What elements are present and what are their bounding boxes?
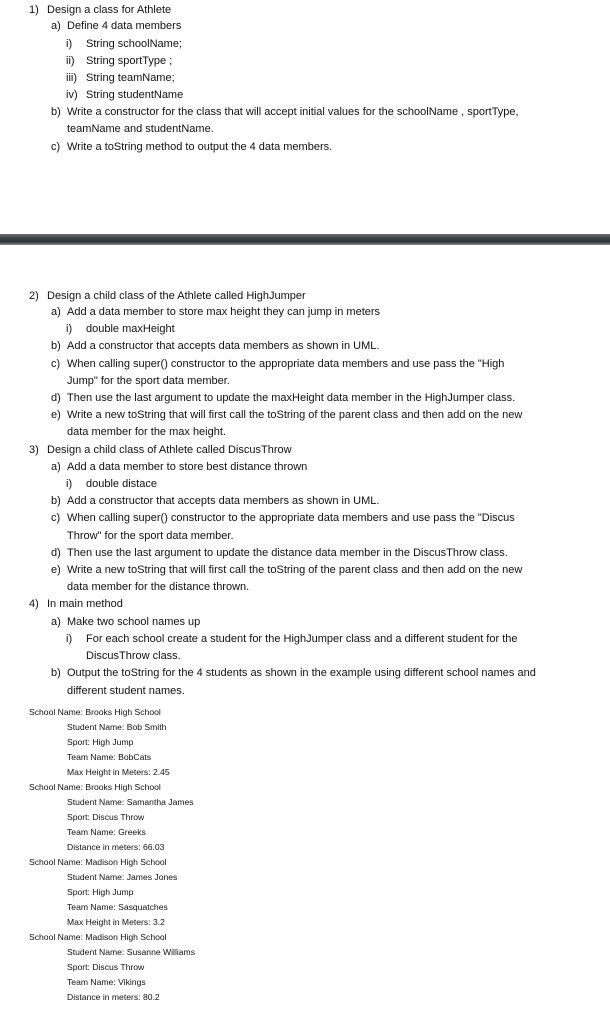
- output-extra: Max Height in Meters: 2.45: [67, 767, 170, 777]
- output-sport: Sport: Discus Throw: [67, 962, 145, 972]
- section-2-item-c: c) When calling super() constructor to the appropriate data members and use pass the "High: [51, 358, 505, 370]
- section-3-item-d: d) Then use the last argument to update the distance data member in the DiscusThrow class.: [51, 547, 508, 559]
- section-3-item-e-cont: data member for the distance thrown.: [67, 581, 250, 593]
- section-4-item-b: b) Output the toString for the 4 students as shown in the example using different school names and: [51, 667, 536, 679]
- section-2-item-d: d) Then use the last argument to update the maxHeight data member in the HighJumper class.: [51, 392, 516, 404]
- output-school-name: School Name: Madison High School: [29, 857, 167, 867]
- section-1-item-b-cont: teamName and studentName.: [67, 123, 214, 135]
- output-student-name: Student Name: Bob Smith: [67, 722, 167, 732]
- section-4-item-b-cont: different student names.: [67, 685, 185, 697]
- output-extra: Distance in meters: 66.03: [67, 842, 165, 852]
- section-3-item-a: a) Add a data member to store best distance thrown: [51, 461, 308, 473]
- section-2-item-a-i: i) double maxHeight: [66, 323, 175, 335]
- section-2-item-e: e) Write a new toString that will first call the toString of the parent class and then add on the new: [51, 409, 523, 421]
- output-student-name: Student Name: Samantha James: [67, 797, 194, 807]
- output-school-name: School Name: Brooks High School: [29, 707, 161, 717]
- output-student-name: Student Name: Susanne Williams: [67, 947, 196, 957]
- section-3-item-a-i: i) double distace: [66, 478, 157, 490]
- member-item-4: iv) String studentName: [66, 89, 184, 101]
- member-item-1: i) String schoolName;: [66, 38, 182, 50]
- output-team-name: Team Name: Sasquatches: [67, 902, 168, 912]
- section-4-item-a-i: i) For each school create a student for the HighJumper class and a different student for the: [66, 633, 518, 645]
- section-4-item-a: a) Make two school names up: [51, 616, 201, 628]
- section-3-item-c: c) When calling super() constructor to the appropriate data members and use pass the "Discus: [51, 512, 515, 524]
- output-school-name: School Name: Madison High School: [29, 932, 167, 942]
- section-3-item-e: e) Write a new toString that will first call the toString of the parent class and then add on the new: [51, 564, 523, 576]
- output-sport: Sport: High Jump: [67, 887, 134, 897]
- output-team-name: Team Name: BobCats: [67, 752, 152, 762]
- section-3-title: 3) Design a child class of Athlete called DiscusThrow: [29, 444, 292, 456]
- section-2-item-c-cont: Jump" for the sport data member.: [67, 375, 230, 387]
- section-1-item-b: b) Write a constructor for the class that will accept initial values for the schoolName , sportType,: [51, 106, 519, 118]
- section-1-item-c: c) Write a toString method to output the 4 data members.: [51, 141, 333, 153]
- section-3-item-b: b) Add a constructor that accepts data members as shown in UML.: [51, 495, 380, 507]
- output-team-name: Team Name: Greeks: [67, 827, 146, 837]
- section-2-title: 2) Design a child class of the Athlete called HighJumper: [29, 290, 306, 302]
- page-divider: [0, 234, 610, 245]
- section-2-item-b: b) Add a constructor that accepts data members as shown in UML.: [51, 340, 380, 352]
- section-2-item-e-cont: data member for the max height.: [67, 426, 226, 438]
- output-sport: Sport: Discus Throw: [67, 812, 145, 822]
- section-1-title: 1) Design a class for Athlete: [29, 4, 172, 16]
- section-3-item-c-cont: Throw" for the sport data member.: [67, 530, 234, 542]
- output-extra: Distance in meters: 80.2: [67, 992, 160, 1002]
- output-student-name: Student Name: James Jones: [67, 872, 178, 882]
- section-1-item-a: a) Define 4 data members: [51, 20, 182, 32]
- member-item-3: iii) String teamName;: [66, 72, 175, 84]
- output-extra: Max Height in Meters: 3.2: [67, 917, 165, 927]
- output-sport: Sport: High Jump: [67, 737, 134, 747]
- member-item-2: ii) String sportType ;: [66, 55, 173, 67]
- output-team-name: Team Name: Vikings: [67, 977, 146, 987]
- section-4-title: 4) In main method: [29, 598, 123, 610]
- section-2-item-a: a) Add a data member to store max height they can jump in meters: [51, 306, 381, 318]
- output-school-name: School Name: Brooks High School: [29, 782, 161, 792]
- section-4-item-a-i-cont: DiscusThrow class.: [86, 650, 181, 662]
